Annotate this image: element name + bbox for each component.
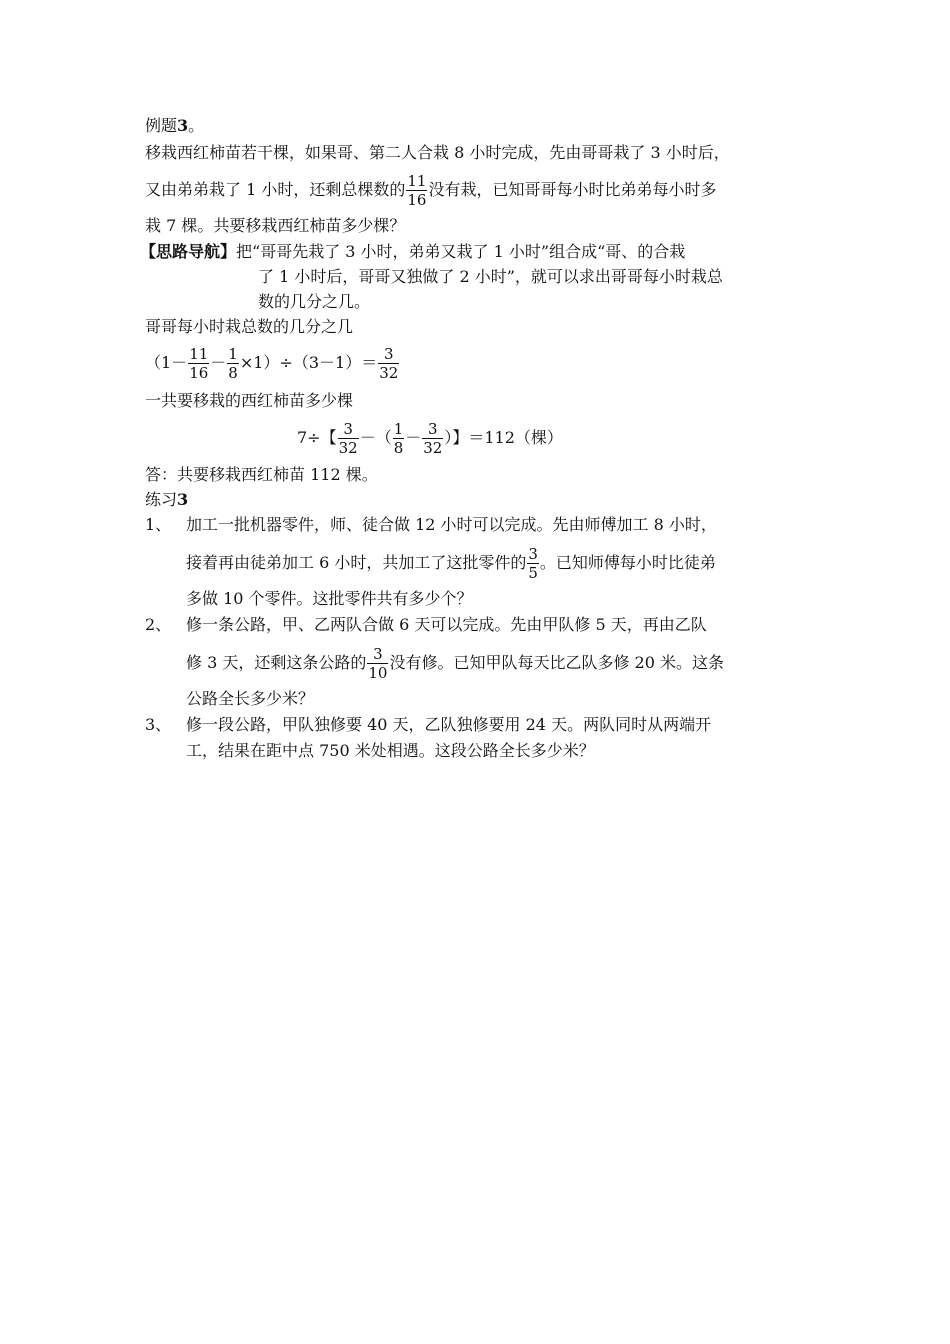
formula-1-fraction-a xyxy=(188,345,209,382)
hint-line-1 xyxy=(140,242,685,262)
formula-2-fraction-a-numerator: 3 xyxy=(338,420,359,439)
formula-2 xyxy=(297,416,563,460)
formula-1-open: （1－ xyxy=(145,353,188,372)
formula-1 xyxy=(145,341,400,385)
formula-1-fraction-a-numerator: 11 xyxy=(189,345,209,363)
exercise-2-line-2-after: 没有修。已知甲队每天比乙队多修 20 米。这条 xyxy=(389,653,724,672)
exercise-1-line-2 xyxy=(186,541,716,585)
formula-2-fraction-b-denominator: 8 xyxy=(393,439,404,457)
step-1-label: 哥哥每小时栽总数的几分之几 xyxy=(145,317,354,336)
exercise-heading-number: 3 xyxy=(177,490,189,509)
problem-fraction-denominator: 16 xyxy=(407,191,427,209)
exercise-3-line-1: 修一段公路，甲队独修要 40 天，乙队独修要用 24 天。两队同时从两端开 xyxy=(186,715,712,734)
problem-line-2-after: 没有栽，已知哥哥每小时比弟弟每小时多 xyxy=(428,180,717,199)
exercise-2-fraction-denominator: 10 xyxy=(368,664,388,682)
exercise-3-number: 3、 xyxy=(145,715,172,734)
formula-2-end: ）】＝112（棵） xyxy=(444,428,563,447)
exercise-1-line-2-after: 。已知师傅每小时比徒弟 xyxy=(539,553,716,572)
formula-2-fraction-c-denominator: 32 xyxy=(423,439,443,457)
formula-1-result xyxy=(378,345,399,382)
formula-2-start: 7÷【 xyxy=(297,428,337,447)
exercise-2-line-1: 修一条公路，甲、乙两队合做 6 天可以完成。先由甲队修 5 天，再由乙队 xyxy=(186,615,707,634)
hint-line-2: 了 1 小时后，哥哥又独做了 2 小时”，就可以求出哥哥每小时栽总 xyxy=(258,267,723,286)
formula-1-fraction-b-denominator: 8 xyxy=(228,364,238,382)
exercise-heading xyxy=(145,490,188,510)
formula-2-fraction-a xyxy=(338,420,359,457)
example-heading-prefix: 例题 xyxy=(145,116,178,135)
exercise-1-fraction xyxy=(527,545,539,582)
formula-2-fraction-a-denominator: 32 xyxy=(338,439,358,457)
formula-1-fraction-b-numerator: 1 xyxy=(228,345,238,363)
exercise-2-number: 2、 xyxy=(145,615,172,634)
formula-2-fraction-c-numerator: 3 xyxy=(422,420,443,439)
hint-text-1: 把“哥哥先栽了 3 小时，弟弟又栽了 1 小时”组合成“哥、的合栽 xyxy=(236,242,686,261)
exercise-2-line-2-before: 修 3 天，还剩这条公路的 xyxy=(186,653,367,672)
exercise-2-line-2 xyxy=(186,641,724,685)
exercise-1-line-1: 加工一批机器零件，师、徒合做 12 小时可以完成。先由师傅加工 8 小时， xyxy=(186,515,717,534)
formula-1-fraction-a-denominator: 16 xyxy=(189,364,209,382)
exercise-1-fraction-numerator: 3 xyxy=(528,545,538,563)
formula-2-mid: －（ xyxy=(359,428,392,447)
problem-fraction-numerator: 11 xyxy=(407,172,427,190)
formula-2-fraction-b-numerator: 1 xyxy=(393,420,404,438)
formula-1-after: ×1）÷（3－1）＝ xyxy=(239,353,378,372)
formula-2-fraction-c xyxy=(422,420,443,457)
example-heading-number: 3 xyxy=(177,116,189,135)
exercise-1-line-2-before: 接着再由徒弟加工 6 小时，共加工了这批零件的 xyxy=(186,553,527,572)
formula-1-result-numerator: 3 xyxy=(378,345,399,364)
formula-1-fraction-b xyxy=(227,345,239,382)
formula-1-minus: － xyxy=(210,353,227,372)
exercise-1-fraction-denominator: 5 xyxy=(528,564,538,582)
problem-line-1: 移栽西红柿苗若干棵，如果哥、第二人合栽 8 小时完成，先由哥哥栽了 3 小时后， xyxy=(145,143,730,162)
example-heading xyxy=(145,116,204,136)
formula-1-result-denominator: 32 xyxy=(379,364,399,382)
exercise-heading-prefix: 练习 xyxy=(145,490,178,509)
formula-2-minus: － xyxy=(405,428,422,447)
problem-line-3: 栽 7 棵。共要移栽西红柿苗多少棵？ xyxy=(145,216,406,235)
problem-line-2 xyxy=(145,168,716,212)
example-heading-suffix: 。 xyxy=(188,116,205,135)
exercise-2-fraction xyxy=(367,645,388,682)
formula-2-fraction-b xyxy=(393,420,405,457)
exercise-2-line-3: 公路全长多少米？ xyxy=(186,689,315,708)
exercise-3-line-2: 工，结果在距中点 750 米处相遇。这段公路全长多少米？ xyxy=(186,741,595,760)
answer-line: 答：共要移栽西红柿苗 112 棵。 xyxy=(145,465,378,484)
exercise-2-fraction-numerator: 3 xyxy=(367,645,388,664)
exercise-1-number: 1、 xyxy=(145,515,172,534)
hint-label: 【思路导航】 xyxy=(140,242,237,261)
problem-line-2-before: 又由弟弟栽了 1 小时，还剩总棵数的 xyxy=(145,180,406,199)
step-2-label: 一共要移栽的西红柿苗多少棵 xyxy=(145,391,354,410)
exercise-1-line-3: 多做 10 个零件。这批零件共有多少个？ xyxy=(186,589,473,608)
problem-fraction xyxy=(406,172,427,209)
hint-line-3: 数的几分之几。 xyxy=(258,292,371,311)
